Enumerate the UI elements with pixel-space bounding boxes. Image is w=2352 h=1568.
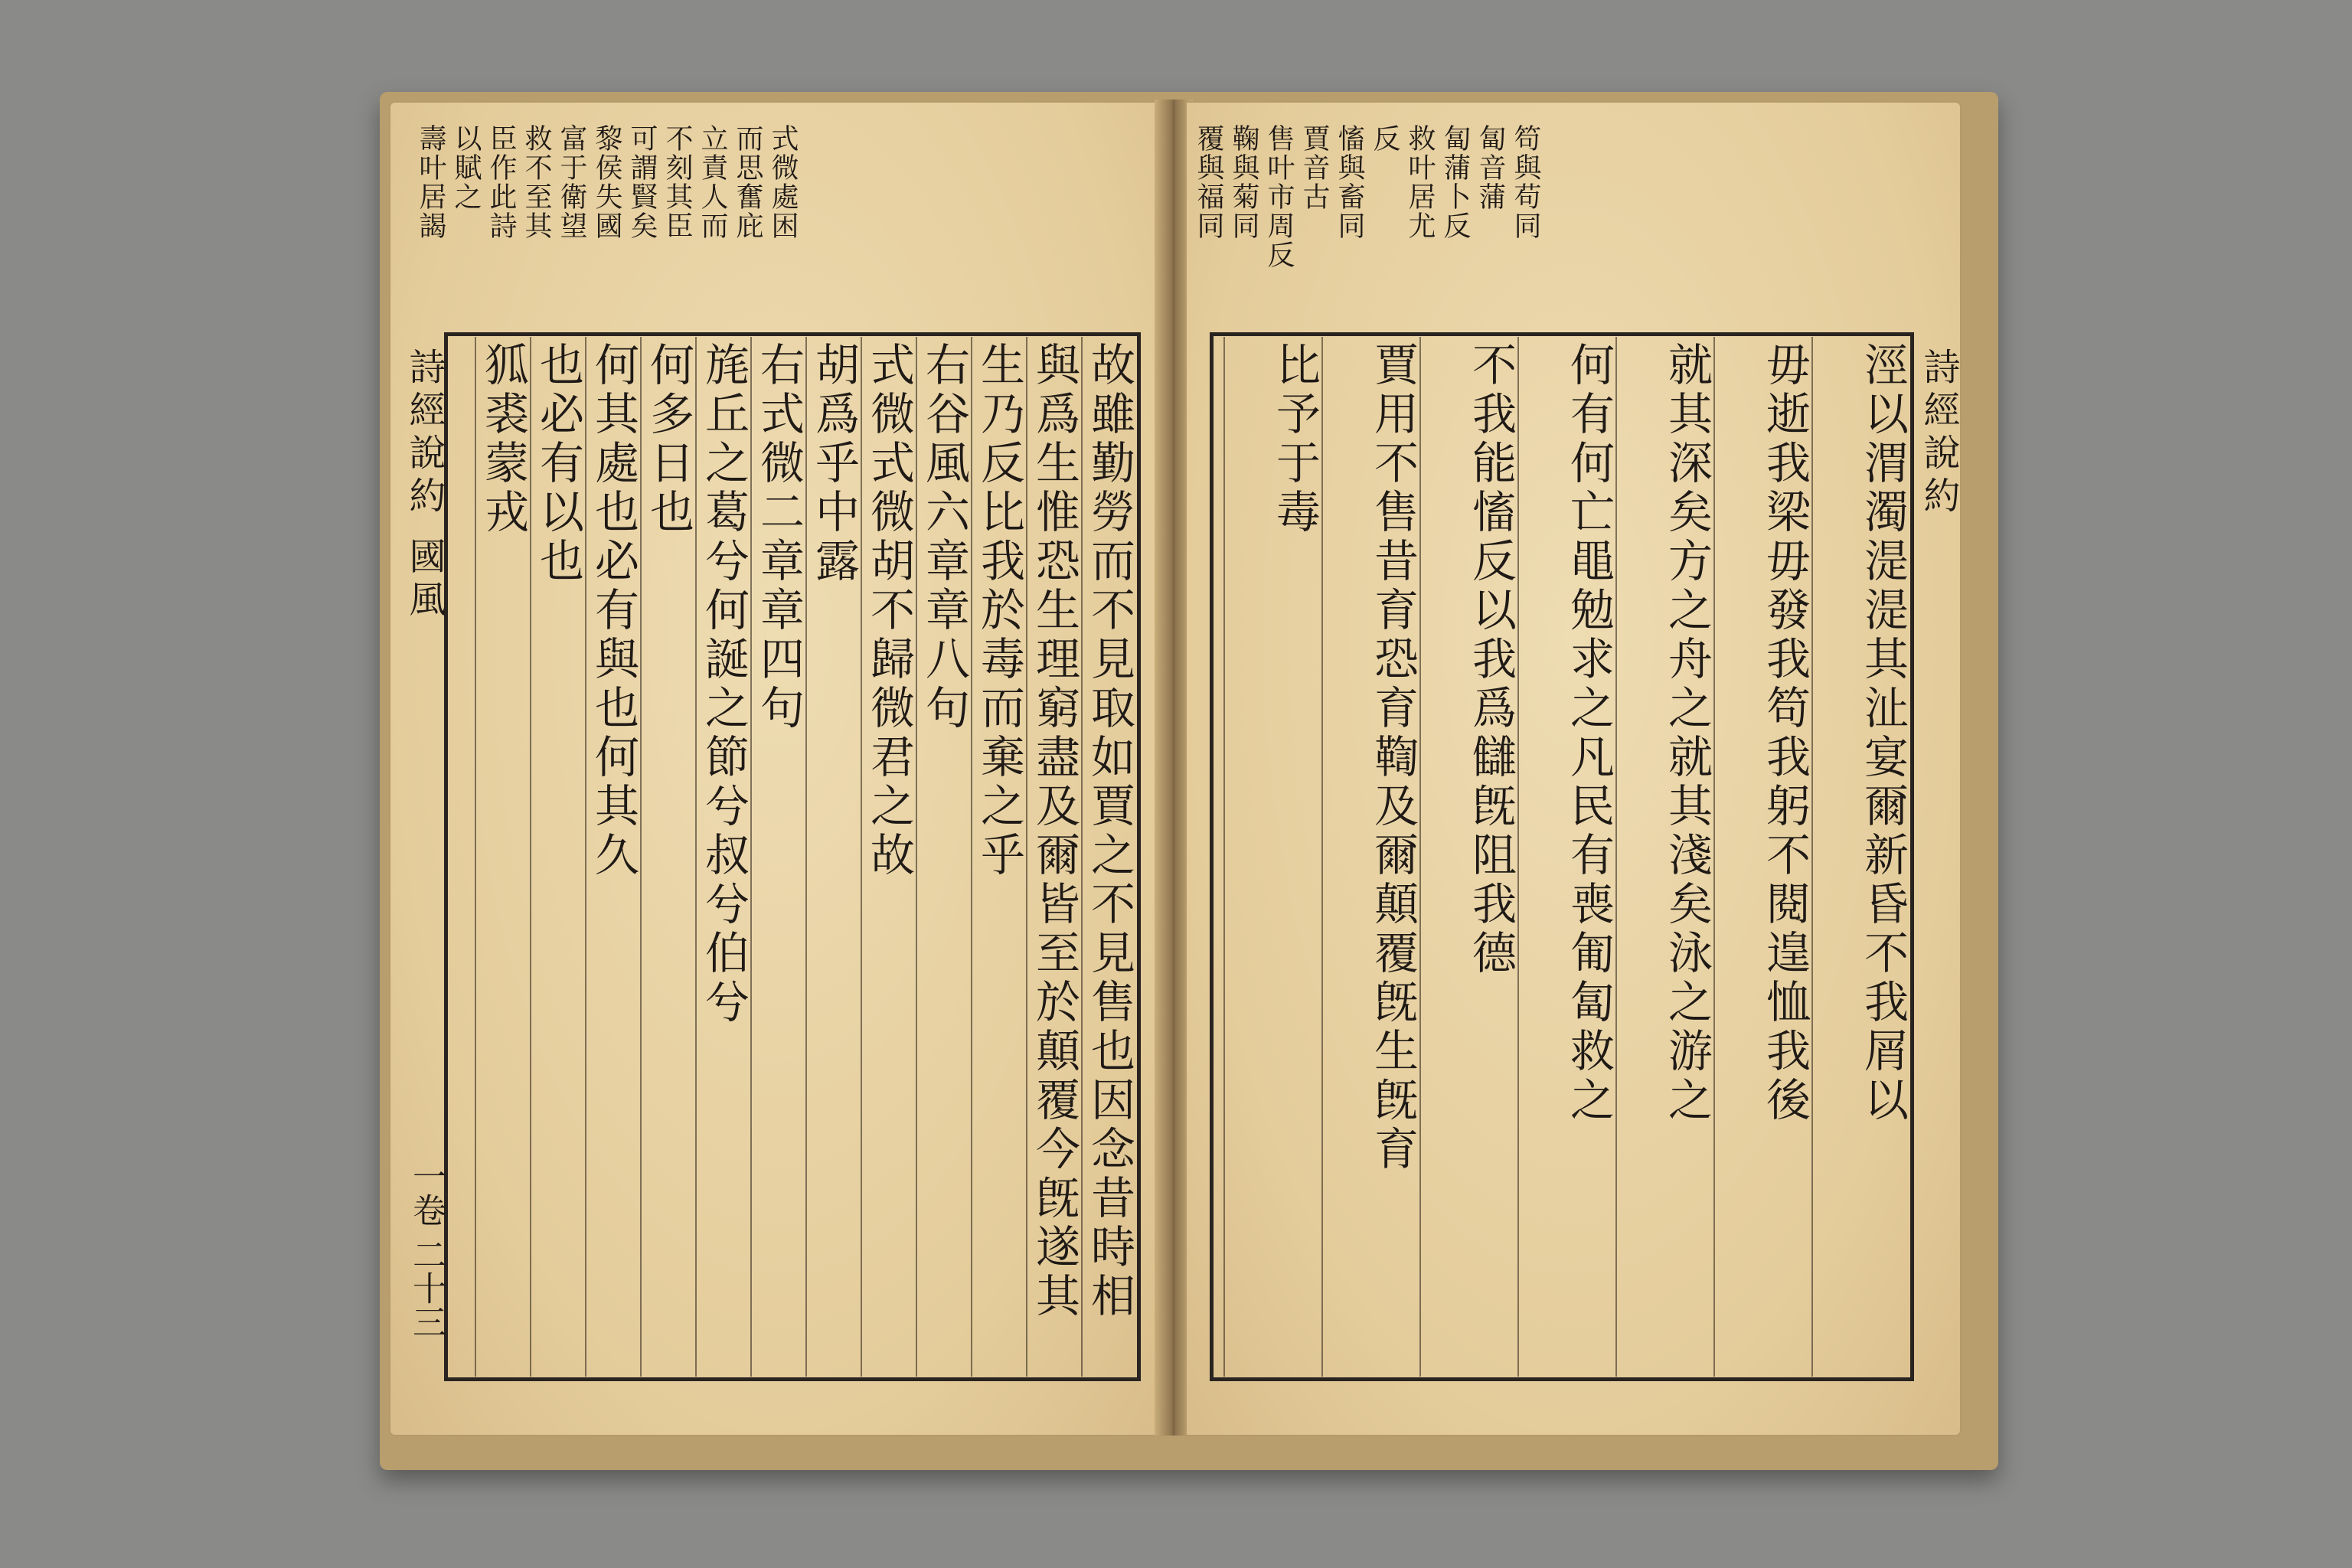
left-page: [389, 101, 1165, 1436]
note-line: 而思奮庇: [732, 124, 763, 240]
text-column: 毋逝我梁毋發我笱我躬不閱遑恤我後: [1713, 337, 1811, 1377]
note-line: 笱與苟同: [1510, 124, 1541, 240]
text-column: 右谷風六章章八句: [916, 337, 971, 1377]
note-line: 式微處困: [767, 124, 799, 240]
note-line: 以賦之: [450, 124, 482, 211]
text-column: 也必有以也: [530, 337, 585, 1377]
text-column: 與爲生惟恐生理窮盡及爾皆至於顛覆今旣遂其: [1026, 337, 1081, 1377]
text-column: 式微式微胡不歸微君之故: [861, 337, 916, 1377]
note-line: 不刻其臣: [662, 124, 693, 240]
note-line: 救不至其: [521, 124, 552, 240]
note-line: 臣作此詩: [485, 124, 517, 240]
right-body-columns: [1214, 337, 1909, 1377]
text-column: 胡爲乎中露: [805, 337, 861, 1377]
text-column: 賈用不售昔育恐育鞫及爾顛覆旣生旣育: [1321, 337, 1419, 1377]
note-line: 黎侯失國: [591, 124, 622, 240]
right-center-column: 詩經說約: [1917, 348, 1960, 519]
text-column: 狐裘蒙戎: [475, 337, 530, 1377]
note-line: 賈音古: [1298, 124, 1330, 211]
left-body-columns: [449, 337, 1136, 1377]
note-line: 可謂賢矣: [626, 124, 658, 240]
note-line: 售叶市周反: [1263, 124, 1295, 270]
note-line: 鞠與菊同: [1228, 124, 1259, 240]
note-line: 匐音蒲: [1475, 124, 1506, 211]
text-column: 故雖勤勞而不見取如賈之不見售也因念昔時相: [1081, 337, 1136, 1377]
left-folio: 一卷 二十三: [407, 1159, 446, 1338]
text-column: 就其深矣方之舟之就其淺矣泳之游之: [1615, 337, 1713, 1377]
note-line: 壽叶居謁: [415, 124, 446, 240]
text-column: 何其處也必有與也何其久: [585, 337, 640, 1377]
text-column: 涇以渭濁湜湜其沚宴爾新昏不我屑以: [1811, 337, 1909, 1377]
note-line: 立責人而: [697, 124, 728, 240]
note-line: 救叶居尤: [1404, 124, 1436, 240]
note-line: 反: [1369, 124, 1400, 153]
left-center-column: 詩經說約 國風: [403, 348, 446, 623]
note-line: 慉與畜同: [1334, 124, 1365, 240]
text-column: 比予于毒: [1223, 337, 1321, 1377]
text-column: 何有何亡黽勉求之凡民有喪匍匐救之: [1517, 337, 1615, 1377]
text-column: 不我能慉反以我爲讎旣阻我德: [1419, 337, 1517, 1377]
text-column: 生乃反比我於毒而棄之乎: [971, 337, 1026, 1377]
text-column: 右式微二章章四句: [750, 337, 805, 1377]
note-line: 富于衛望: [556, 124, 587, 240]
right-page: [1185, 101, 1962, 1436]
text-column: 旄丘之葛兮何誕之節兮叔兮伯兮: [695, 337, 750, 1377]
text-column: 何多日也: [640, 337, 695, 1377]
note-line: 匐蒲卜反: [1439, 124, 1471, 240]
note-line: 覆與福同: [1193, 124, 1224, 240]
